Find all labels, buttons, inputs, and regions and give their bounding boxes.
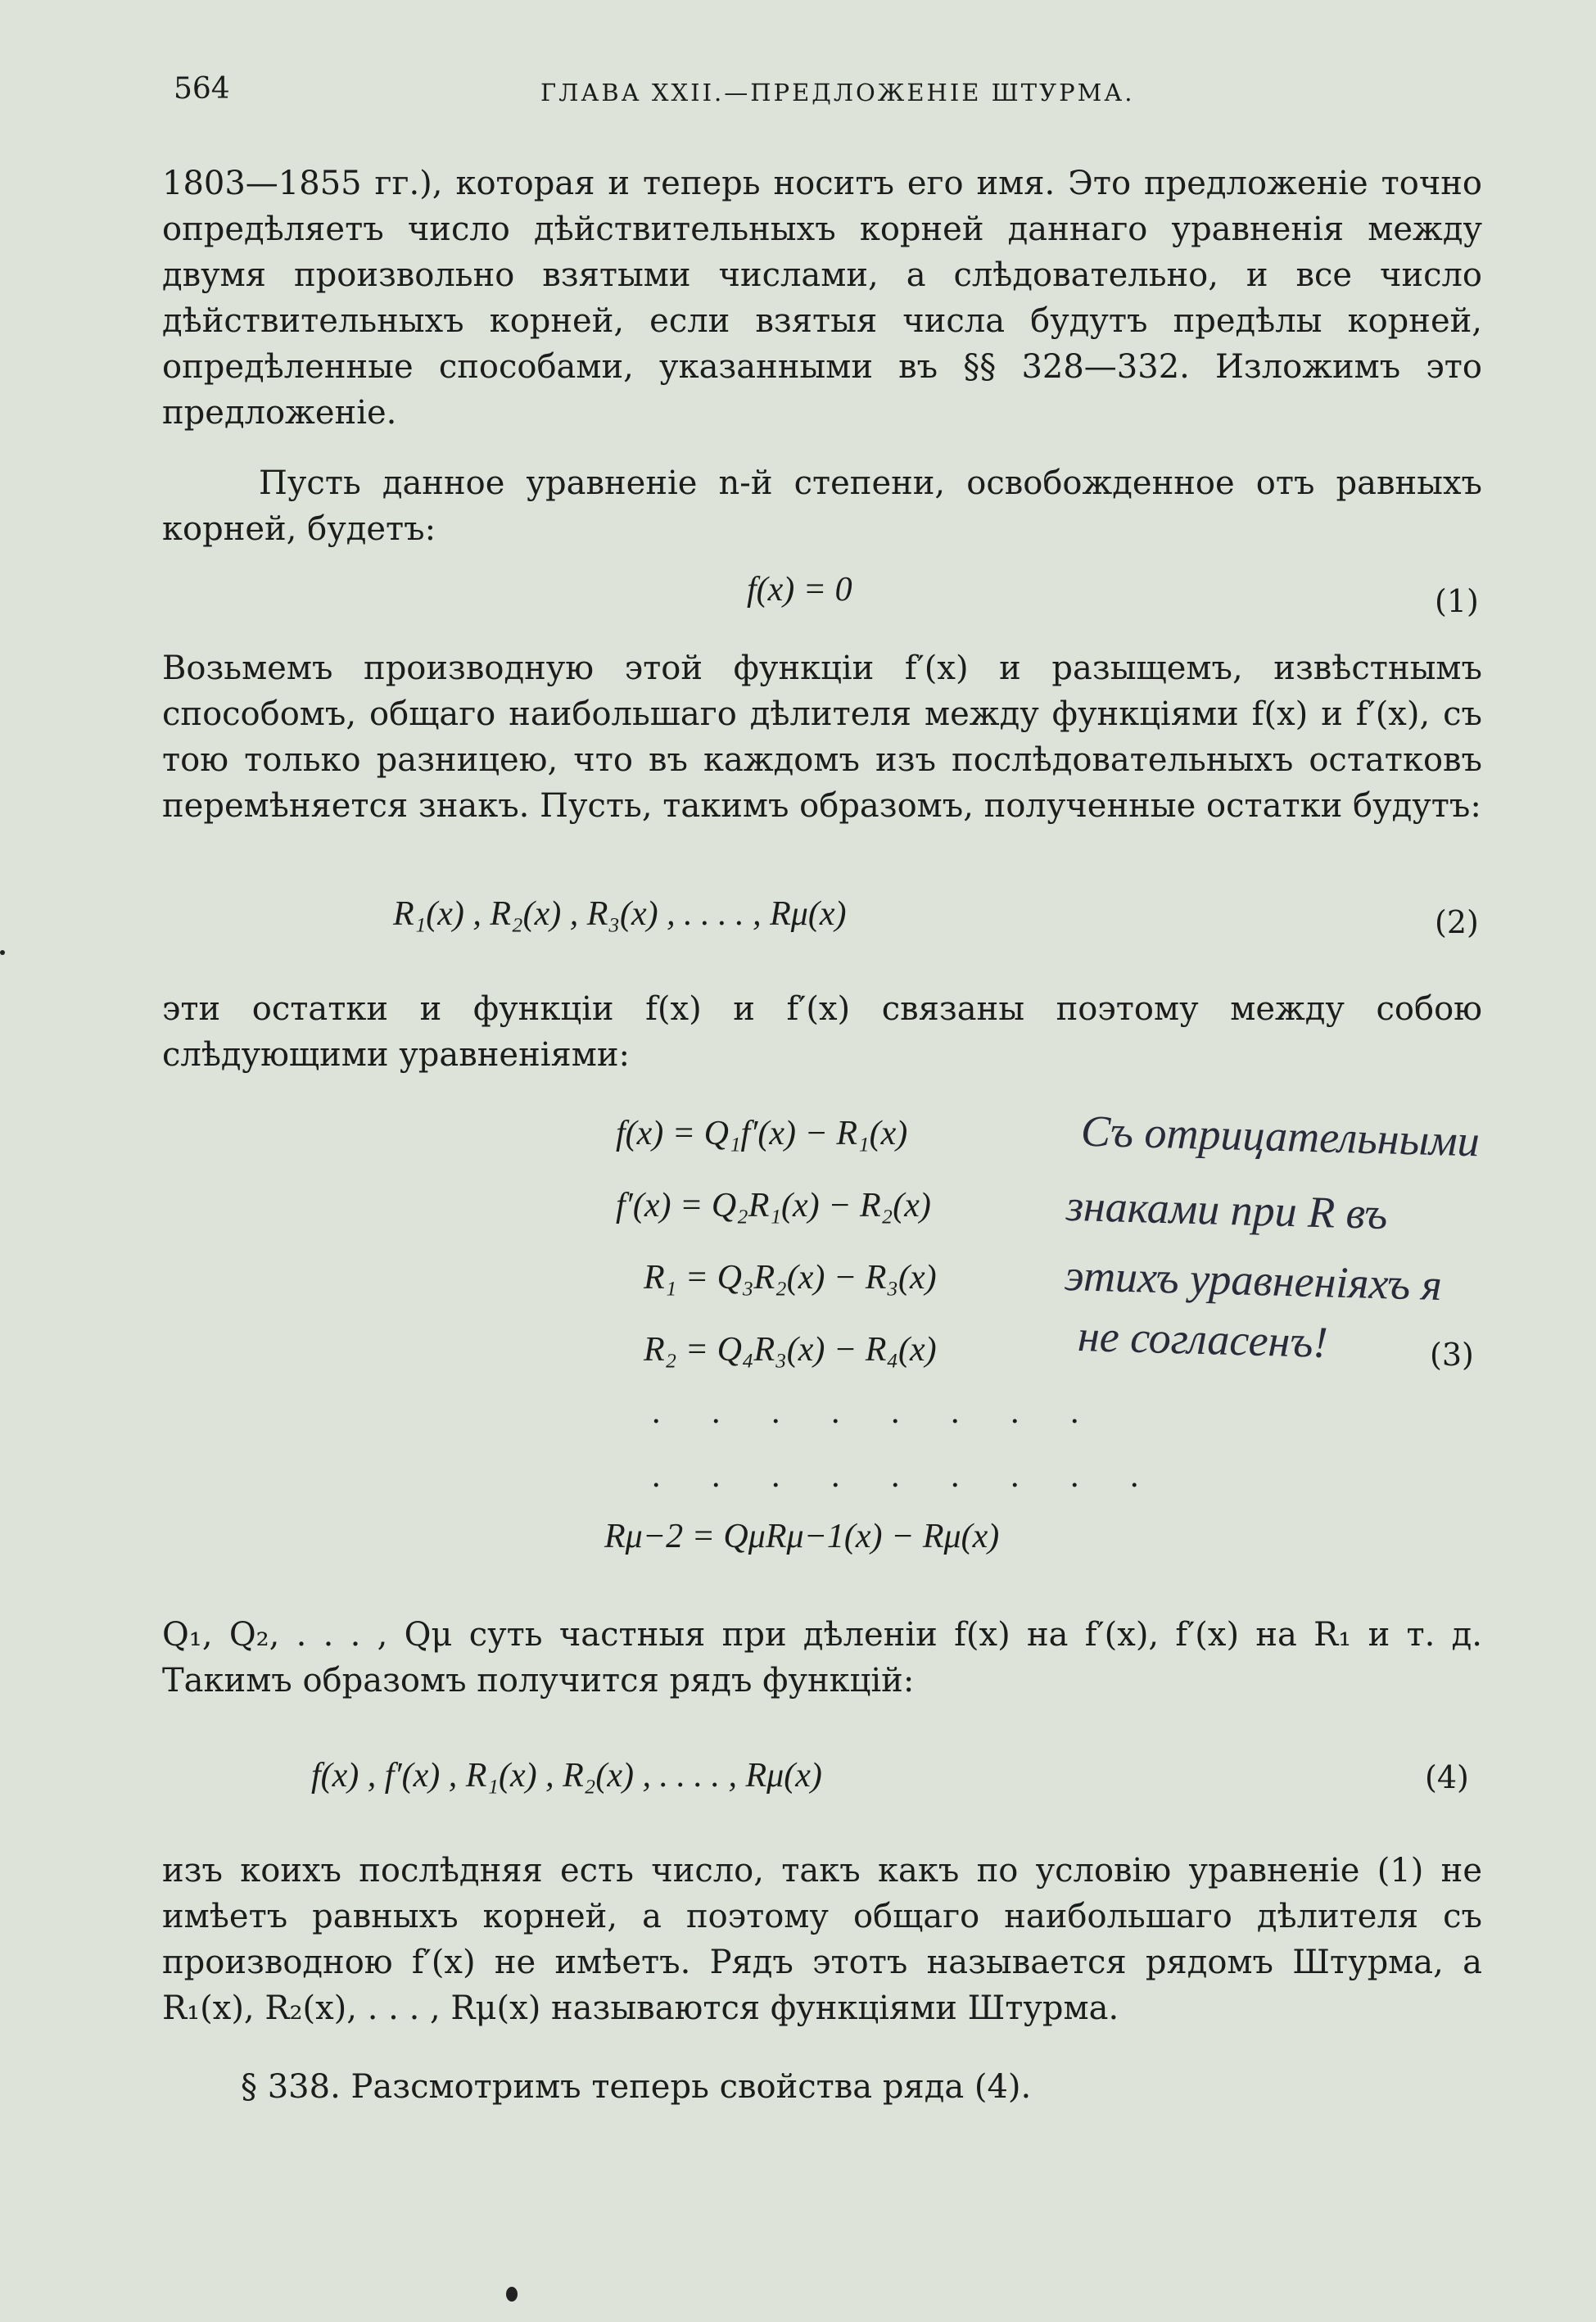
paragraph-section-338: § 338. Разсмотримъ теперь свойства ряда (4). bbox=[241, 2068, 1032, 2106]
handwritten-note-line-1: Съ отрицательными bbox=[1080, 1106, 1481, 1166]
equation-2-number: (2) bbox=[1435, 904, 1479, 940]
page-number: 564 bbox=[174, 72, 230, 106]
handwritten-note-line-2: знаками при R въ bbox=[1065, 1180, 1389, 1239]
equation-3-dots-1: . . . . . . . . bbox=[652, 1393, 1101, 1431]
paragraph-equation-setup: Пусть данное уравненіе n-й степени, освобожденное отъ равныхъ корней, будетъ: bbox=[162, 464, 1482, 548]
equation-3-line-last: Rμ−2 = QμRμ−1(x) − Rμ(x) bbox=[604, 1518, 1000, 1555]
handwritten-note-line-4: не согласенъ! bbox=[1077, 1311, 1329, 1367]
paragraph-quotients: Q₁, Q₂, . . . , Qμ суть частныя при дѣленіи f(x) на f′(x), f′(x) на R₁ и т. д. Такимъ образомъ получится рядъ функцій: bbox=[162, 1616, 1482, 1700]
paper-speck bbox=[0, 950, 5, 955]
equation-4: f(x) , f′(x) , R₁(x) , R₂(x) , . . . . , Rμ(x) bbox=[311, 1757, 822, 1795]
paragraph-remainders: эти остатки и функціи f(x) и f′(x) связаны поэтому между собою слѣдующими уравненіями: bbox=[162, 990, 1482, 1074]
handwritten-note-line-3: этихъ уравненіяхъ я bbox=[1064, 1250, 1443, 1310]
equation-3-line-4: R₂ = Q₄R₃(x) − R₄(x) bbox=[644, 1331, 937, 1369]
equation-3-line-3: R₁ = Q₃R₂(x) − R₃(x) bbox=[644, 1259, 937, 1297]
paragraph-intro: 1803—1855 гг.), которая и теперь носитъ его имя. Это предложеніе точно опредѣляетъ число дѣйствительныхъ корней даннаго уравненія между двумя произвольно взятыми числами, а слѣдовательно, и все число дѣйствительныхъ корней, если взятыя числа будутъ предѣлы корней, опредѣленные способами, указанными въ §§ 328—332. Изложимъ это предложеніе. bbox=[162, 165, 1482, 432]
chapter-title: ГЛАВА XXII.—ПРЕДЛОЖЕНІЕ ШТУРМА. bbox=[540, 79, 1135, 106]
equation-2: R₁(x) , R₂(x) , R₃(x) , . . . . , Rμ(x) bbox=[393, 895, 847, 933]
equation-3-line-1: f(x) = Q₁f′(x) − R₁(x) bbox=[616, 1115, 908, 1152]
equation-1: f(x) = 0 bbox=[747, 571, 852, 609]
equation-3-number: (3) bbox=[1430, 1337, 1474, 1373]
paragraph-sturm-series: изъ коихъ послѣдняя есть число, такъ какъ по условію уравненіе (1) не имѣетъ равныхъ корней, а поэтому общаго наибольшаго дѣлителя съ производною f′(x) не имѣетъ. Рядъ этотъ называется рядомъ Штурма, а R₁(x), R₂(x), . . . , Rμ(x) называются функціями Штурма. bbox=[162, 1852, 1482, 2027]
paragraph-derivative: Возьмемъ производную этой функціи f′(x) и разыщемъ, извѣстнымъ способомъ, общаго наибольшаго дѣлителя между функціями f(x) и f′(x), съ тою только разницею, что въ каждомъ изъ послѣдовательныхъ остатковъ перемѣняется знакъ. Пусть, такимъ образомъ, полученные остатки будутъ: bbox=[162, 650, 1482, 825]
equation-3-dots-2: . . . . . . . . . bbox=[652, 1457, 1160, 1495]
equation-3-line-2: f′(x) = Q₂R₁(x) − R₂(x) bbox=[616, 1187, 931, 1224]
equation-4-number: (4) bbox=[1425, 1759, 1469, 1795]
paper-speck bbox=[506, 2287, 518, 2302]
equation-1-number: (1) bbox=[1435, 583, 1479, 619]
